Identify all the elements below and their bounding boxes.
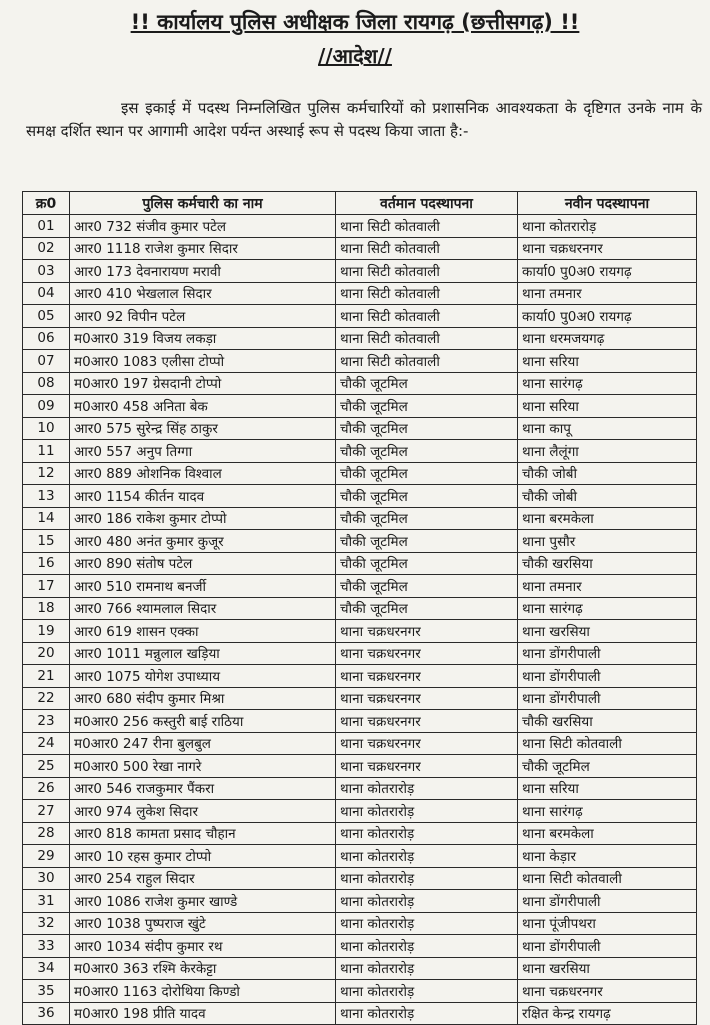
table-row [23, 305, 697, 328]
table-row [23, 507, 697, 530]
table-row [23, 957, 697, 980]
posting-table [22, 191, 697, 1025]
employee-name-cell: आर0 186 राकेश कुमार टोप्पो [70, 507, 336, 530]
table-row [23, 620, 697, 643]
table-row [23, 215, 697, 238]
table-body [23, 215, 697, 1025]
serial-cell: 29 [23, 845, 70, 868]
current-posting-cell: चौकी जूटमिल [336, 417, 518, 440]
employee-name-cell: आर0 889 ओशनिक विश्वाल [70, 462, 336, 485]
serial-cell: 11 [23, 440, 70, 463]
current-posting-cell: थाना कोतरारोड़ [336, 867, 518, 890]
current-posting-cell: थाना कोतरारोड़ [336, 980, 518, 1003]
table-row [23, 597, 697, 620]
serial-cell: 15 [23, 530, 70, 553]
current-posting-cell: थाना कोतरारोड़ [336, 822, 518, 845]
table-row [23, 980, 697, 1003]
serial-cell: 07 [23, 350, 70, 373]
serial-cell: 26 [23, 777, 70, 800]
table-row [23, 575, 697, 598]
new-posting-cell: कार्या0 पु0अ0 रायगढ़ [518, 305, 697, 328]
new-posting-cell: थाना बरमकेला [518, 507, 697, 530]
current-posting-cell: चौकी जूटमिल [336, 530, 518, 553]
employee-name-cell: म0आर0 198 प्रीति यादव [70, 1002, 336, 1025]
employee-name-cell: आर0 766 श्यामलाल सिदार [70, 597, 336, 620]
employee-name-cell: आर0 10 रहस कुमार टोप्पो [70, 845, 336, 868]
employee-name-cell: आर0 92 विपीन पटेल [70, 305, 336, 328]
employee-name-cell: म0आर0 319 विजय लकड़ा [70, 327, 336, 350]
table-row [23, 867, 697, 890]
employee-name-cell: आर0 480 अनंत कुमार कुजूर [70, 530, 336, 553]
serial-cell: 12 [23, 462, 70, 485]
new-posting-cell: चौकी जूटमिल [518, 755, 697, 778]
table-row [23, 462, 697, 485]
employee-name-cell: आर0 1118 राजेश कुमार सिदार [70, 237, 336, 260]
new-posting-cell: थाना सारंगढ़ [518, 372, 697, 395]
current-posting-cell: चौकी जूटमिल [336, 395, 518, 418]
new-posting-cell: थाना कापू [518, 417, 697, 440]
current-posting-cell: थाना सिटी कोतवाली [336, 350, 518, 373]
current-posting-cell: थाना कोतरारोड़ [336, 845, 518, 868]
new-posting-cell: थाना सरिया [518, 350, 697, 373]
employee-name-cell: म0आर0 256 कस्तुरी बाई राठिया [70, 710, 336, 733]
table-row [23, 845, 697, 868]
employee-name-cell: आर0 410 भेखलाल सिदार [70, 282, 336, 305]
serial-cell: 09 [23, 395, 70, 418]
serial-cell: 04 [23, 282, 70, 305]
serial-cell: 32 [23, 912, 70, 935]
current-posting-cell: थाना सिटी कोतवाली [336, 237, 518, 260]
new-posting-cell: चौकी खरसिया [518, 710, 697, 733]
employee-name-cell: म0आर0 197 ग्रेसदानी टोप्पो [70, 372, 336, 395]
serial-cell: 10 [23, 417, 70, 440]
table-row [23, 440, 697, 463]
serial-cell: 28 [23, 822, 70, 845]
table-row [23, 642, 697, 665]
current-posting-cell: थाना कोतरारोड़ [336, 1002, 518, 1025]
order-heading-text: //आदेश// [318, 44, 392, 68]
current-posting-cell: थाना सिटी कोतवाली [336, 215, 518, 238]
table-row [23, 552, 697, 575]
current-posting-cell: चौकी जूटमिल [336, 575, 518, 598]
new-posting-cell: रक्षित केन्द्र रायगढ़ [518, 1002, 697, 1025]
serial-cell: 23 [23, 710, 70, 733]
serial-cell: 18 [23, 597, 70, 620]
serial-cell: 08 [23, 372, 70, 395]
table-row [23, 822, 697, 845]
table-header-row [23, 192, 697, 215]
new-posting-cell: थाना तमनार [518, 575, 697, 598]
employee-name-cell: म0आर0 500 रेखा नागरे [70, 755, 336, 778]
employee-name-cell: आर0 1034 संदीप कुमार रथ [70, 935, 336, 958]
table-row [23, 260, 697, 283]
table-row [23, 732, 697, 755]
current-posting-cell: चौकी जूटमिल [336, 485, 518, 508]
current-posting-cell: चौकी जूटमिल [336, 597, 518, 620]
serial-cell: 13 [23, 485, 70, 508]
current-posting-cell: थाना कोतरारोड़ [336, 890, 518, 913]
serial-cell: 20 [23, 642, 70, 665]
table-row [23, 327, 697, 350]
employee-name-cell: आर0 974 लुकेश सिदार [70, 800, 336, 823]
table-row [23, 710, 697, 733]
employee-name-cell: आर0 557 अनुप तिग्गा [70, 440, 336, 463]
serial-cell: 17 [23, 575, 70, 598]
employee-name-cell: आर0 680 संदीप कुमार मिश्रा [70, 687, 336, 710]
new-posting-cell: थाना चक्रधरनगर [518, 980, 697, 1003]
serial-cell: 14 [23, 507, 70, 530]
current-posting-cell: चौकी जूटमिल [336, 440, 518, 463]
new-posting-cell: थाना केड़ार [518, 845, 697, 868]
employee-name-cell: आर0 1154 कीर्तन यादव [70, 485, 336, 508]
table-row [23, 282, 697, 305]
current-posting-cell: चौकी जूटमिल [336, 552, 518, 575]
table-row [23, 485, 697, 508]
current-posting-cell: थाना कोतरारोड़ [336, 957, 518, 980]
serial-cell: 35 [23, 980, 70, 1003]
new-posting-cell: थाना कोतरारोड़ [518, 215, 697, 238]
serial-cell: 33 [23, 935, 70, 958]
current-posting-cell: थाना कोतरारोड़ [336, 935, 518, 958]
serial-cell: 01 [23, 215, 70, 238]
new-posting-cell: थाना तमनार [518, 282, 697, 305]
current-posting-cell: थाना सिटी कोतवाली [336, 260, 518, 283]
employee-name-cell: आर0 732 संजीव कुमार पटेल [70, 215, 336, 238]
table-row [23, 530, 697, 553]
office-title-text: !! कार्यालय पुलिस अधीक्षक जिला रायगढ़ (छत्तीसगढ़) !! [130, 10, 580, 34]
new-posting-cell: थाना सरिया [518, 777, 697, 800]
table-row [23, 687, 697, 710]
employee-name-cell: आर0 818 कामता प्रसाद चौहान [70, 822, 336, 845]
current-posting-cell: चौकी जूटमिल [336, 372, 518, 395]
serial-cell: 25 [23, 755, 70, 778]
current-posting-cell: थाना चक्रधरनगर [336, 665, 518, 688]
new-posting-cell: चौकी खरसिया [518, 552, 697, 575]
employee-name-cell: आर0 510 रामनाथ बनर्जी [70, 575, 336, 598]
employee-name-cell: आर0 890 संतोष पटेल [70, 552, 336, 575]
new-posting-cell: थाना चक्रधरनगर [518, 237, 697, 260]
table-row [23, 350, 697, 373]
new-posting-cell: कार्या0 पु0अ0 रायगढ़ [518, 260, 697, 283]
table-row [23, 395, 697, 418]
new-posting-cell: थाना सरिया [518, 395, 697, 418]
table-row [23, 665, 697, 688]
table-row [23, 912, 697, 935]
current-posting-cell: थाना चक्रधरनगर [336, 687, 518, 710]
office-title [0, 8, 710, 36]
employee-name-cell: म0आर0 1163 दोरोथिया किण्डो [70, 980, 336, 1003]
current-posting-cell: थाना चक्रधरनगर [336, 710, 518, 733]
table-row [23, 372, 697, 395]
table-row [23, 800, 697, 823]
serial-cell: 31 [23, 890, 70, 913]
employee-name-cell: म0आर0 458 अनिता बेक [70, 395, 336, 418]
employee-name-cell: आर0 619 शासन एक्का [70, 620, 336, 643]
table-row [23, 755, 697, 778]
current-posting-cell: थाना चक्रधरनगर [336, 732, 518, 755]
new-posting-cell: थाना सिटी कोतवाली [518, 867, 697, 890]
serial-cell: 24 [23, 732, 70, 755]
current-posting-cell: थाना कोतरारोड़ [336, 777, 518, 800]
table-row [23, 237, 697, 260]
new-posting-cell: थाना पूंजीपथरा [518, 912, 697, 935]
table-row [23, 417, 697, 440]
current-posting-cell: थाना कोतरारोड़ [336, 800, 518, 823]
new-posting-cell: थाना सारंगढ़ [518, 800, 697, 823]
new-posting-cell: थाना डोंगरीपाली [518, 642, 697, 665]
current-posting-cell: थाना सिटी कोतवाली [336, 282, 518, 305]
serial-cell: 34 [23, 957, 70, 980]
serial-cell: 05 [23, 305, 70, 328]
employee-name-cell: आर0 1038 पुष्पराज खुंटे [70, 912, 336, 935]
serial-cell: 22 [23, 687, 70, 710]
table-row [23, 890, 697, 913]
serial-cell: 02 [23, 237, 70, 260]
current-posting-cell: थाना सिटी कोतवाली [336, 327, 518, 350]
new-posting-cell: थाना डोंगरीपाली [518, 890, 697, 913]
current-posting-cell: चौकी जूटमिल [336, 462, 518, 485]
table-row [23, 777, 697, 800]
current-posting-cell: थाना चक्रधरनगर [336, 642, 518, 665]
new-posting-cell: थाना डोंगरीपाली [518, 665, 697, 688]
employee-name-cell: म0आर0 247 रीना बुलबुल [70, 732, 336, 755]
new-posting-cell: चौकी जोबी [518, 485, 697, 508]
current-posting-cell: थाना चक्रधरनगर [336, 620, 518, 643]
table-row [23, 935, 697, 958]
intro-paragraph: इस इकाई में पदस्थ निम्नलिखित पुलिस कर्मचारियों को प्रशासनिक आवश्यकता के दृष्टिगत उनके नाम के समक्ष दर्शित स्थान पर आगामी आदेश पर्यन्त अस्थाई रूप से पदस्थ किया जाता है:- [26, 99, 702, 140]
new-posting-cell: थाना सिटी कोतवाली [518, 732, 697, 755]
new-posting-cell: चौकी जोबी [518, 462, 697, 485]
new-posting-cell: थाना लैलूंगा [518, 440, 697, 463]
current-posting-cell: थाना चक्रधरनगर [336, 755, 518, 778]
current-posting-cell: थाना कोतरारोड़ [336, 912, 518, 935]
new-posting-cell: थाना डोंगरीपाली [518, 687, 697, 710]
current-posting-cell: थाना सिटी कोतवाली [336, 305, 518, 328]
serial-cell: 27 [23, 800, 70, 823]
employee-name-cell: म0आर0 1083 एलीसा टोप्पो [70, 350, 336, 373]
employee-name-cell: आर0 1075 योगेश उपाध्याय [70, 665, 336, 688]
employee-name-cell: आर0 1011 मन्नुलाल खड़िया [70, 642, 336, 665]
serial-cell: 21 [23, 665, 70, 688]
employee-name-cell: आर0 575 सुरेन्द्र सिंह ठाकुर [70, 417, 336, 440]
new-posting-cell: थाना खरसिया [518, 620, 697, 643]
employee-name-cell: म0आर0 363 रश्मि केरकेट्टा [70, 957, 336, 980]
employee-name-cell: आर0 546 राजकुमार पैंकरा [70, 777, 336, 800]
serial-cell: 30 [23, 867, 70, 890]
new-posting-cell: थाना डोंगरीपाली [518, 935, 697, 958]
employee-name-cell: आर0 173 देवनारायण मरावी [70, 260, 336, 283]
col-header-current-posting: वर्तमान पदस्थापना [336, 192, 518, 215]
serial-cell: 06 [23, 327, 70, 350]
serial-cell: 16 [23, 552, 70, 575]
new-posting-cell: थाना पुसौर [518, 530, 697, 553]
employee-name-cell: आर0 1086 राजेश कुमार खाण्डे [70, 890, 336, 913]
col-header-employee-name: पुलिस कर्मचारी का नाम [70, 192, 336, 215]
serial-cell: 19 [23, 620, 70, 643]
employee-name-cell: आर0 254 राहुल सिदार [70, 867, 336, 890]
col-header-new-posting: नवीन पदस्थापना [518, 192, 697, 215]
serial-cell: 36 [23, 1002, 70, 1025]
serial-cell: 03 [23, 260, 70, 283]
col-header-serial: क्र0 [23, 192, 70, 215]
new-posting-cell: थाना धरमजयगढ़ [518, 327, 697, 350]
current-posting-cell: चौकी जूटमिल [336, 507, 518, 530]
new-posting-cell: थाना सारंगढ़ [518, 597, 697, 620]
order-heading [0, 42, 710, 69]
new-posting-cell: थाना बरमकेला [518, 822, 697, 845]
new-posting-cell: थाना खरसिया [518, 957, 697, 980]
table-row [23, 1002, 697, 1025]
